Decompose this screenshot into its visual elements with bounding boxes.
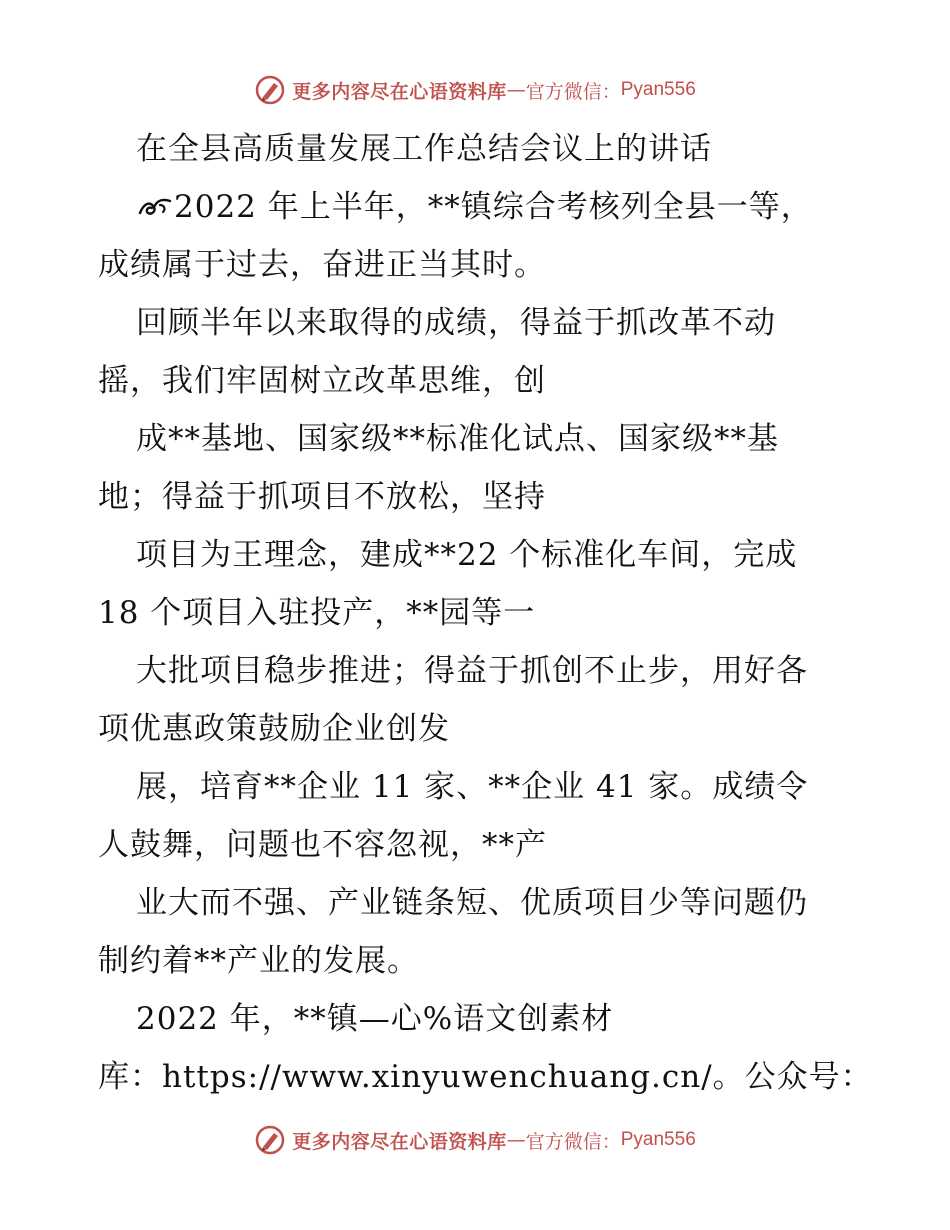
paragraph-line [98, 178, 858, 236]
banner-wechat-id: Pyan556 [620, 1129, 696, 1150]
paragraph-line: 项目为王理念，建成**22 个标准化车间，完成 [136, 537, 798, 573]
banner-wechat-id: Pyan556 [620, 79, 696, 100]
pen-logo-icon [254, 74, 286, 106]
paragraph-line: 制约着**产业的发展。 [98, 943, 419, 979]
paragraph-line-url: 库：https://www.xinyuwenchuang.cn/。公众号： [98, 1059, 873, 1095]
header-banner [0, 70, 950, 110]
paragraph-line: 项优惠政策鼓励企业创发 [98, 711, 450, 747]
banner-wechat-label: 官方微信： [525, 80, 621, 103]
paragraph-line: 人鼓舞，问题也不容忽视，**产 [98, 827, 547, 863]
paragraph-line: 成**基地、国家级**标准化试点、国家级**基 [136, 421, 779, 457]
footer-banner [0, 1120, 950, 1160]
banner-brand: 更多内容尽在心语资料库 [292, 1130, 507, 1153]
paragraph-line: 地；得益于抓项目不放松，坚持 [98, 479, 546, 515]
paragraph-line: 回顾半年以来取得的成绩，得益于抓改革不动 [136, 305, 776, 341]
pen-logo-icon [254, 1124, 286, 1156]
paragraph-line: 大批项目稳步推进；得益于抓创不止步，用好各 [136, 653, 808, 689]
paragraph-line: 18 个项目入驻投产，**园等一 [98, 595, 536, 631]
banner-wechat-label: 官方微信： [525, 1130, 621, 1153]
paragraph-line: 2022 年，**镇—心%语文创素材 [136, 1001, 614, 1037]
document-title: 在全县高质量发展工作总结会议上的讲话 [136, 131, 712, 167]
paragraph-line-text: 2022 年上半年，**镇综合考核列全县一等， [174, 189, 813, 225]
document-body [98, 120, 873, 1106]
paragraph-line: 摇，我们牢固树立改革思维，创 [98, 363, 546, 399]
paragraph-line: 展，培育**企业 11 家、**企业 41 家。成绩令 [136, 769, 809, 805]
banner-brand: 更多内容尽在心语资料库 [292, 80, 507, 103]
banner-dash: — [506, 79, 526, 101]
decorative-bullet-icon [136, 191, 174, 221]
paragraph-line: 业大而不强、产业链条短、优质项目少等问题仍 [136, 885, 808, 921]
paragraph-line: 成绩属于过去，奋进正当其时。 [98, 247, 546, 283]
banner-dash: — [506, 1129, 526, 1151]
